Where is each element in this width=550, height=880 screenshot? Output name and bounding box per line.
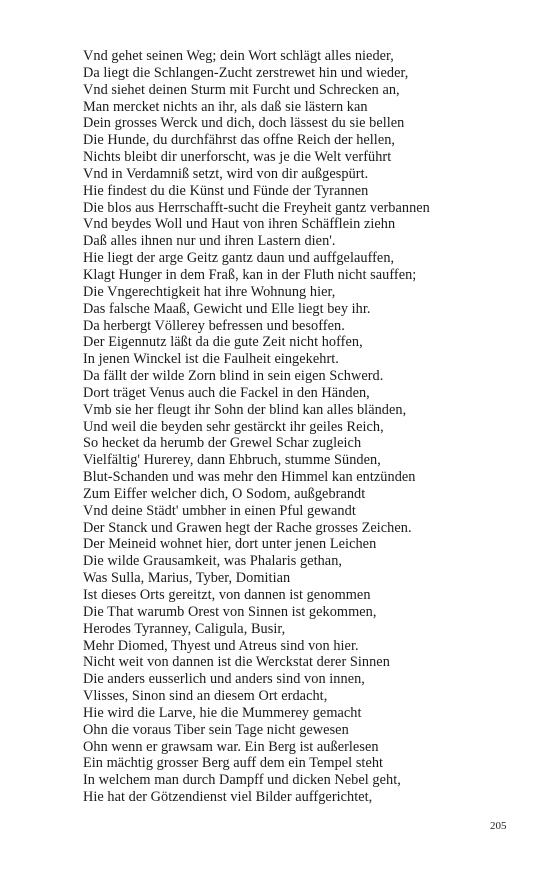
poem-line: Da herbergt Völlerey befressen und besoffen. bbox=[83, 317, 345, 334]
poem-line: Die anders eusserlich und anders sind von innen, bbox=[83, 671, 365, 688]
poem-line: Ist dieses Orts gereitzt, von dannen ist genommen bbox=[83, 587, 371, 603]
poem-line: Die Vngerechtigkeit hat ihre Wohnung hier, bbox=[83, 283, 336, 300]
poem-line: Ein mächtig grosser Berg auff dem ein Tempel steht bbox=[83, 755, 384, 772]
poem-line: Dein grosses Werck und dich, doch lässest du sie bellen bbox=[83, 115, 405, 132]
poem-line: In jenen Winckel ist die Faulheit eingekehrt. bbox=[83, 351, 339, 368]
poem-line: Und weil die beyden sehr gestärckt ihr geiles Reich, bbox=[83, 418, 384, 435]
poem-line: Der Eigennutz läßt da die gute Zeit nicht hoffen, bbox=[83, 334, 363, 351]
poem-line: Vnd in Verdamniß setzt, wird von dir außgespürt. bbox=[83, 165, 369, 182]
poem-line: So hecket da herumb der Grewel Schar zugleich bbox=[83, 435, 362, 452]
poem-line: Da liegt die Schlangen-Zucht zerstrewet hin und wieder, bbox=[83, 64, 409, 81]
poem-line: Daß alles ihnen nur und ihren Lastern dien'. bbox=[83, 233, 336, 250]
poem-line: Der Meineid wohnet hier, dort unter jenen Leichen bbox=[83, 536, 377, 553]
poem-line: In welchem man durch Dampff und dicken Nebel geht, bbox=[83, 772, 401, 789]
poem-line: Hie liegt der arge Geitz gantz daun und auffgelauffen, bbox=[83, 250, 395, 267]
poem-line: Ohn die voraus Tiber sein Tage nicht gewesen bbox=[83, 721, 349, 738]
poem-line: Die blos aus Herrschafft-sucht die Freyheit gantz verbannen bbox=[83, 199, 430, 216]
poem-line: Dort träget Venus auch die Fackel in den Händen, bbox=[83, 384, 370, 401]
poem-line: Nichts bleibt dir unerforscht, was je die Welt verführt bbox=[83, 149, 392, 166]
poem-line: Hie hat der Götzendienst viel Bilder auffgerichtet, bbox=[83, 789, 373, 806]
poem-line: Klagt Hunger in dem Fraß, kan in der Fluth nicht sauffen; bbox=[83, 266, 417, 283]
poem-line: Die That warumb Orest von Sinnen ist gekommen, bbox=[83, 603, 377, 620]
poem-line: Zum Eiffer welcher dich, O Sodom, außgebrandt bbox=[83, 485, 366, 502]
poem-line: Der Stanck und Grawen hegt der Rache grosses Zeichen. bbox=[83, 519, 412, 536]
poem-line: Vnd gehet seinen Weg; dein Wort schlägt alles nieder, bbox=[83, 48, 394, 64]
poem-line: Vlisses, Sinon sind an diesem Ort erdacht, bbox=[83, 688, 328, 705]
poem-line: Mehr Diomed, Thyest und Atreus sind von hier. bbox=[83, 637, 359, 654]
poem-line: Blut-Schanden und was mehr den Himmel kan entzünden bbox=[83, 469, 416, 486]
poem-line: Hie wird die Larve, hie die Mummerey gemacht bbox=[83, 704, 362, 721]
poem-line: Herodes Tyranney, Caligula, Busir, bbox=[83, 620, 286, 637]
page-number: 205 bbox=[490, 820, 507, 832]
poem-line: Vnd deine Städt' umbher in einen Pful gewandt bbox=[83, 502, 356, 519]
poem-line: Die Hunde, du durchfährst das offne Reich der hellen, bbox=[83, 132, 396, 149]
poem-line: Was Sulla, Marius, Tyber, Domitian bbox=[83, 570, 291, 587]
poem-line: Das falsche Maaß, Gewicht und Elle liegt bey ihr. bbox=[83, 300, 371, 317]
poem-line: Vnd beydes Woll und Haut von ihren Schäfflein ziehn bbox=[83, 216, 396, 233]
poem-line: Ohn wenn er grawsam war. Ein Berg ist außerlesen bbox=[83, 738, 379, 755]
poem-line: Vnd siehet deinen Sturm mit Furcht und Schrecken an, bbox=[83, 81, 400, 98]
poem-line: Vielfältig' Hurerey, dann Ehbruch, stumme Sünden, bbox=[83, 452, 381, 469]
poem-line: Da fällt der wilde Zorn blind in sein eigen Schwerd. bbox=[83, 368, 384, 385]
poem-text bbox=[83, 48, 483, 806]
poem-line: Hie findest du die Künst und Fünde der Tyrannen bbox=[83, 182, 369, 199]
poem-line: Vmb sie her fleugt ihr Sohn der blind kan alles bländen, bbox=[83, 401, 407, 418]
poem-line: Man mercket nichts an ihr, als daß sie lästern kan bbox=[83, 98, 368, 115]
poem-line: Nicht weit von dannen ist die Werckstat derer Sinnen bbox=[83, 654, 390, 671]
poem-line: Die wilde Grausamkeit, was Phalaris gethan, bbox=[83, 553, 343, 570]
